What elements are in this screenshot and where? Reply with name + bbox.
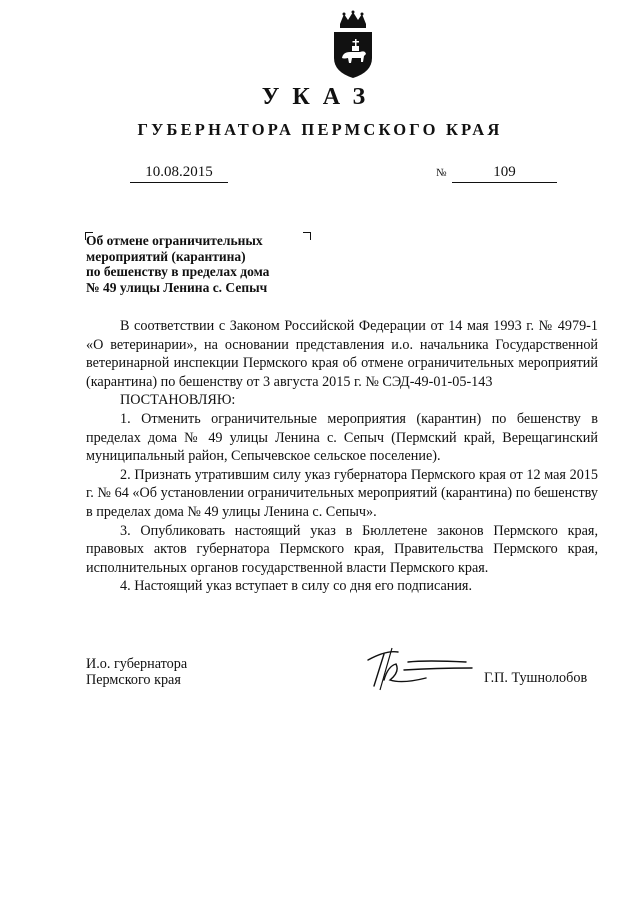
document-body (86, 317, 598, 596)
signatory-name: Г.П. Тушнолобов (484, 670, 588, 686)
decree-word: ПОСТАНОВЛЯЮ: (120, 392, 236, 409)
preamble-paragraph: В соответствии с Законом Российской Федерации от 14 мая 1993 г. № 4979-1 «О ветеринарии», на основании представления и.о. начальника Государственной ветеринарной инспекции Пермского края об отмене ограничительных мероприятий (карантина) по бешенству от 3 августа 2015 г. № СЭД-49-01-05-143 (86, 318, 598, 390)
clause-paragraph: 2. Признать утратившим силу указ губернатора Пермского края от 12 мая 2015 г. № 64 «Об установлении ограничительных мероприятий (карантина) по бешенству в пределах дома № 49 улицы Ленина с. Сепыч». (86, 466, 598, 520)
position-line: Пермского края (86, 672, 181, 688)
document-number: 109 (452, 162, 557, 183)
subject-line: по бешенству в пределах дома (86, 264, 270, 279)
subject-line: № 49 улицы Ленина с. Сепыч (86, 279, 268, 295)
document-title: УКАЗ (261, 84, 379, 110)
position-line: И.о. губернатора (86, 656, 188, 672)
clause-paragraph: 1. Отменить ограничительные мероприятия (карантин) по бешенству в пределах дома № 49 улицы Ленина с. Сепыч (Пермский край, Верещагинский муниципальный район, Сепычевское сельское поселение). (86, 410, 598, 465)
handwritten-signature (366, 636, 478, 696)
subject-line: мероприятий (карантина) (86, 248, 246, 264)
signatory-position (86, 656, 187, 688)
coat-of-arms-icon (330, 10, 376, 80)
clause-paragraph: 4. Настоящий указ вступает в силу со дня его подписания. (120, 578, 473, 595)
number-sign: № (436, 167, 447, 179)
subject-line: Об отмене ограничительных (86, 233, 263, 248)
clause-paragraph: 3. Опубликовать настоящий указ в Бюллетене законов Пермского края, правовых актов губернатора Пермского края, Правительства Пермского края, исполнительных органов государственной власти Пермского края. (86, 522, 598, 576)
document-subject (86, 233, 316, 295)
document-date: 10.08.2015 (130, 162, 228, 183)
document-subtitle: ГУБЕРНАТОРА ПЕРМСКОГО КРАЯ (137, 120, 503, 139)
